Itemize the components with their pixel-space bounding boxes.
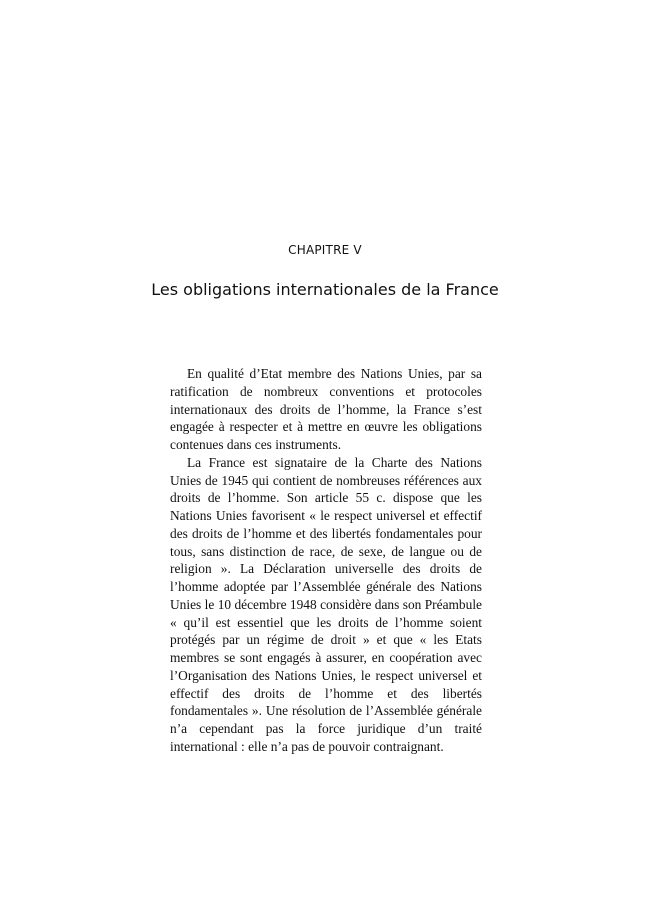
paragraph: La France est signataire de la Charte des Nations Unies de 1945 qui contient de nombreuses références aux droits de l’homme. Son article 55 c. dispose que les Nations Unies favorisent « le respect universel et effectif des droits de l’homme et des libertés fondamentales pour tous, sans distinction de race, de sexe, de langue ou de religion ». La Déclaration universelle des droits de l’homme adoptée par l’Assemblée générale des Nations Unies le 10 décembre 1948 considère dans son Préambule « qu’il est essentiel que les droits de l’homme soient protégés par un régime de droit » et que « les Etats membres se sont engagés à assurer, en coopération avec l’Organisation des Nations Unies, le respect universel et effectif des droits de l’homme et des libertés fondamentales ». Une résolution de l’Assemblée générale n’a cependant pas la force juridique d’un traité international : elle n’a pas de pouvoir contraignant. [170,454,482,754]
chapter-title: Les obligations internationales de la France [151,280,499,299]
paragraph: En qualité d’Etat membre des Nations Unies, par sa ratification de nombreux conventions et protocoles internationaux des droits de l’homme, la France s’est engagée à respecter et à mettre en œuvre les obligations contenues dans ces instruments. [170,366,482,452]
chapter-number: CHAPITRE V [288,243,362,257]
chapter-body [170,365,482,756]
